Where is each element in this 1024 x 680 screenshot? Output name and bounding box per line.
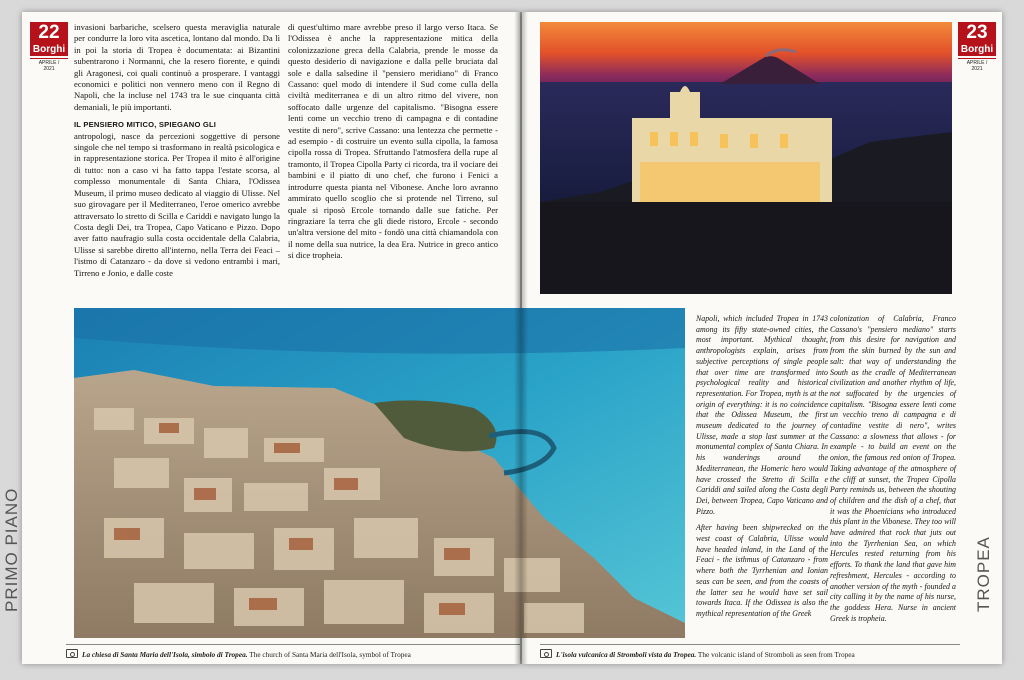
photo-stromboli-sunset — [540, 22, 952, 294]
photo-tropea-aerial — [74, 308, 685, 638]
section-label-vertical-right: TROPEA — [974, 536, 993, 612]
photo-caption-right: L'isola vulcanica di Stromboli vista da Tropea. The volcanic island of Stromboli as seen from Tropea — [540, 649, 855, 659]
article-paragraph: Napoli, which included Tropea in 1743 among its fifty state-owned cities, the most important. Mythical thought, anthropologists explain, arises from subjective perceptions of single people that over time are transformed into psychological reality and historical representation. For Tropea, myth is at the origin of everything: it is no coincidence that the Odissea Museum, the first museum dedicated to the journey of Ulisse, made a stop last summer at the monumental complex of Santa Chiara. In his wanderings around the Mediterranean, the Homeric hero would have crossed the Stretto di Scilla e Cariddi and sailed along the Costa degli Dei, between Tropea, Capo Vaticano and Pizzo. — [696, 314, 828, 516]
english-column-1 — [696, 314, 828, 626]
magazine-brand-left: Borghi — [30, 44, 68, 56]
section-subheading: IL PENSIERO MITICO, SPIEGANO GLI — [74, 120, 217, 130]
page-number-right: 23 — [958, 22, 996, 44]
camera-icon — [66, 649, 78, 658]
page-number-badge-left — [30, 22, 68, 72]
article-paragraph: invasioni barbariche, scelsero questa meraviglia naturale per condurre la loro vita ascetica, lontano dal mondo. Da lì in poi la storia di Tropea è documentata: ai Bizantini subentrarono i Normanni, che la resero fiorente, e quindi gli Aragonesi, coi quali continuò a prosperare. I vantaggi economici e politici non vennero meno con il Regno di Napoli, che la incluse nel 1743 tra le sue cinquanta città demaniali, le più importanti. — [74, 22, 280, 112]
page-gutter — [514, 12, 528, 664]
article-paragraph: di quest'ultimo mare avrebbe preso il largo verso Itaca. Se l'Odissea è anche la rappresentazione mitica della colonizzazione greca della Calabria, prende le mosse da questo desiderio di navigazione e dalla pelle bruciata dal sole e dalla salsedine il "pensiero meridiano" di Franco Cassano: quel modo di intendere il Sud come culla della civiltà mediterranea e di un altro ritmo del vivere, non soffocato dalle urgenze del capitalismo. "Bisogna essere lenti come un vecchio treno di campagna e di contadine vestite di nero", scrive Cassano: una lentezza che permette - ad esempio - di costruire un evento sulla cipolla, la famosa cipolla rossa di Tropea. Sfruttando l'atmosfera della rupe al tramonto, il Tropea Cipolla Party ci ricorda, tra il vociare dei bambini e il piatto di uno chef, che furono i Fenici a introdurre questa pianta nel Vibonese. Anche loro avranno ammirato quello scoglio che si protende nel Tirreno, sul quale si riposò Ercole tornando dalle sue fatiche. Per ringraziare la terra che gli diede ristoro, Ercole - secondo un'altra versione del mito - fondò una città chiamandola con il nome della sua nutrice, la dea Era. Nutrice in greco antico si dice tropheia. — [288, 22, 498, 261]
page-number-badge-right — [958, 22, 996, 72]
article-paragraph: After having been shipwrecked on the west coast of Calabria, Ulisse would have headed inland, in the Land of the Feaci - the isthmus of Catanzaro - from where both the Tyrrhenian and Ionian seas can be seen, and from the coasts of the latter sea he would have set sail towards Itaca. If the Odissea is also the mythical representation of the Greek — [696, 523, 828, 618]
magazine-brand-right: Borghi — [958, 44, 996, 56]
page-number-left: 22 — [30, 22, 68, 44]
issue-date-right: APRILE / 2021 — [958, 58, 996, 72]
section-label-vertical: PRIMO PIANO — [2, 487, 21, 612]
article-column-2 — [288, 22, 498, 268]
article-column-1 — [74, 22, 280, 285]
article-paragraph: antropologi, nasce da percezioni soggettive di persone singole che nel tempo si trasformano in realtà psicologica e in rappresentazione storica. Per Tropea il mito è all'origine di tutto: non a caso vi ha fatto tappa l'estate scorsa, al complesso monumentale di Santa Chiara, l'Odissea Museum, il primo museo dedicato al viaggio di Ulisse. Nel suo girovagare per il Mediterraneo, l'eroe omerico avrebbe attraversato lo stretto di Scilla e Cariddi e navigato lungo la Costa degli Dei, tra Tropea, Capo Vaticano e Pizzo. Dopo aver fatto naufragio sulla costa occidentale della Calabria, Ulisse si sarebbe diretto all'interno, nella Terra dei Feaci – l'istmo di Catanzaro - da dove si vedono entrambi i mari, Tirreno e Jonio, e dalle coste — [74, 130, 280, 278]
article-paragraph: colonization of Calabria, Franco Cassano's "pensiero mediano" starts from this desire for navigation and from the skin burned by the sun and salt: that way of understanding the South as the cradle of Mediterranean civilization and another rhythm of life, not suffocated by the urgencies of capitalism. "Bisogna essere lenti come un vecchio treno di campagna e di contadine vestite di nero", writes Cassano: a slowness that allows - for example - to build an event on the onion, the famous red onion of Tropea. Taking advantage of the atmosphere of the cliff at sunset, the Tropea Cipolla Party reminds us, between the shouting of children and the dish of a chef, that it was the Phoenicians who introduced this plant in the Vibonese. They too will have admired that rock that juts out into the Tyrrhenian Sea, on which Hercules rested returning from his efforts. To thank the land that gave him refreshment, Hercules - according to another version of the myth - founded a city calling it by the name of his nurse, the goddess Hera. Nurse in ancient Greek is tropheia. — [830, 314, 956, 623]
issue-date-left: APRILE / 2021 — [30, 58, 68, 72]
photo-caption-left: La chiesa di Santa Maria dell'Isola, simbolo di Tropea. The church of Santa Maria dell'Isola, symbol of Tropea — [66, 649, 411, 659]
camera-icon — [540, 649, 552, 658]
caption-divider — [66, 644, 520, 645]
english-column-2 — [830, 314, 956, 630]
caption-divider — [540, 644, 960, 645]
